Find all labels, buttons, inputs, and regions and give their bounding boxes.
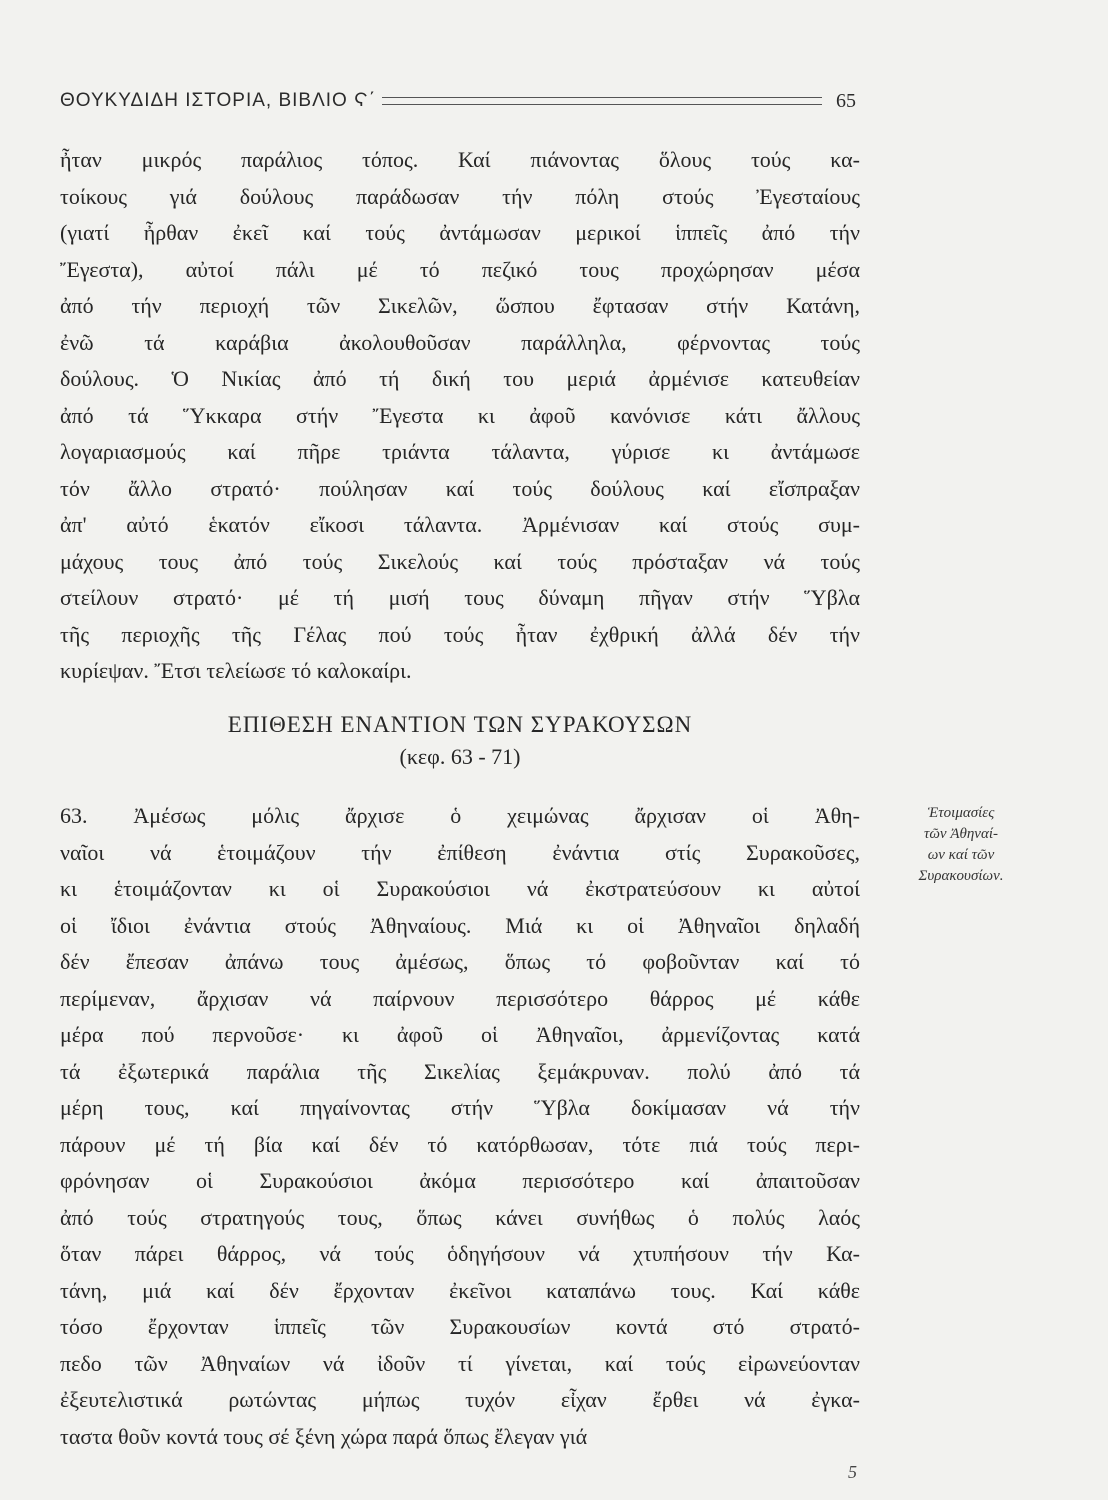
- margin-note-line: Συρακουσίων.: [918, 868, 1004, 884]
- text-line: δέν ἔπεσαν ἀπάνω τους ἀμέσως, ὅπως τό φοβοῦνταν καί τό: [60, 949, 860, 974]
- text-line: κυρίεψαν. Ἔτσι τελείωσε τό καλοκαίρι.: [60, 658, 412, 683]
- text-line: μέρα πού περνοῦσε· κι ἀφοῦ οἱ Ἀθηναῖοι, ἀρμενίζοντας κατά: [60, 1022, 860, 1047]
- page-number: 65: [836, 89, 856, 112]
- text-line: ἀπό τούς στρατηγούς τους, ὅπως κάνει συνήθως ὁ πολύς λαός: [60, 1204, 860, 1230]
- text-line: ναῖοι νά ἑτοιμάζουν τήν ἐπίθεση ἐνάντια στίς Συρακοῦσες,: [60, 839, 860, 865]
- text-line: μέρη τους, καί πηγαίνοντας στήν Ὕβλα δοκίμασαν νά τήν: [60, 1095, 860, 1120]
- margin-note-line: Ἑτοιμασίες: [927, 805, 995, 821]
- text-line: πάρουν μέ τή βία καί δέν τό κατόρθωσαν, τότε πιά τούς περι-: [60, 1131, 860, 1157]
- paragraph-continued: [60, 142, 860, 690]
- text-line: ἀπό τήν περιοχή τῶν Σικελῶν, ὥσπου ἔφτασαν στήν Κατάνη,: [60, 293, 860, 318]
- text-line: τόσο ἔρχονταν ἱππεῖς τῶν Συρακουσίων κοντά στό στρατό-: [60, 1314, 860, 1339]
- text-line: 63. Ἀμέσως μόλις ἄρχισε ὁ χειμώνας ἄρχισαν οἱ Ἀθη-: [60, 803, 860, 828]
- text-line: τοίκους γιά δούλους παράδωσαν τήν πόλη στούς Ἐγεσταίους: [60, 183, 860, 209]
- section-chapter-range: (κεφ. 63 - 71): [399, 744, 521, 769]
- text-line: ἐνῶ τά καράβια ἀκολουθοῦσαν παράλληλα, φέρνοντας τούς: [60, 329, 860, 355]
- text-line: λογαριασμούς καί πῆρε τριάντα τάλαντα, γύρισε κι ἀντάμωσε: [60, 439, 860, 464]
- text-line: ἀπ' αὐτό ἑκατόν εἴκοσι τάλαντα. Ἀρμένισαν καί στούς συμ-: [60, 512, 860, 537]
- signature-mark: 5: [848, 1462, 857, 1482]
- text-line: μάχους τους ἀπό τούς Σικελούς καί τούς πρόσταξαν νά τούς: [60, 548, 860, 574]
- text-line: τόν ἄλλο στρατό· πούλησαν καί τούς δούλους καί εἴσπραξαν: [60, 475, 860, 501]
- running-header: [60, 86, 856, 116]
- text-line: δούλους. Ὁ Νικίας ἀπό τή δική του μεριά ἀρμένισε κατευθείαν: [60, 366, 860, 391]
- text-line: τῆς περιοχῆς τῆς Γέλας πού τούς ἦταν ἐχθρική ἀλλά δέν τήν: [60, 621, 860, 647]
- text-line: ταστα θοῦν κοντά τους σέ ξένη χώρα παρά ὅπως ἔλεγαν γιά: [60, 1423, 588, 1449]
- margin-note-line: τῶν Ἀθηναί-: [923, 826, 999, 842]
- margin-note-line: ων καί τῶν: [927, 847, 995, 863]
- text-line: ἀπό τά Ὕκκαρα στήν Ἔγεστα κι ἀφοῦ κανόνισε κάτι ἄλλους: [60, 402, 860, 428]
- header-double-rule: [382, 97, 822, 105]
- text-line: τά ἐξωτερικά παράλια τῆς Σικελίας ξεμάκρυναν. πολύ ἀπό τά: [60, 1058, 860, 1084]
- text-line: κι ἑτοιμάζονταν κι οἱ Συρακούσιοι νά ἐκστρατεύσουν κι αὐτοί: [60, 876, 860, 901]
- margin-note: [876, 803, 1046, 887]
- text-line: (γιατί ἦρθαν ἐκεῖ καί τούς ἀντάμωσαν μερικοί ἱππεῖς ἀπό τήν: [60, 220, 860, 245]
- text-line: φρόνησαν οἱ Συρακούσιοι ἀκόμα περισσότερο καί ἀπαιτοῦσαν: [60, 1168, 860, 1193]
- running-header-title: ΘΟΥΚΥΔΙΔΗ ΙΣΤΟΡΙΑ, ΒΙΒΛΙΟ Ϛ΄: [60, 90, 377, 111]
- text-line: οἱ ἴδιοι ἐνάντια στούς Ἀθηναίους. Μιά κι οἱ Ἀθηναῖοι δηλαδή: [60, 912, 860, 938]
- text-line: περίμεναν, ἄρχισαν νά παίρνουν περισσότερο θάρρος μέ κάθε: [60, 985, 860, 1011]
- text-line: τάνη, μιά καί δέν ἔρχονταν ἐκεῖνοι καταπάνω τους. Καί κάθε: [60, 1277, 860, 1303]
- paragraph-chapter-63: [60, 798, 860, 1455]
- text-line: ἐξευτελιστικά ρωτώντας μήπως τυχόν εἶχαν ἔρθει νά ἐγκα-: [60, 1387, 860, 1412]
- text-line: ἦταν μικρός παράλιος τόπος. Καί πιάνοντας ὅλους τούς κα-: [60, 147, 860, 172]
- section-heading: ΕΠΙΘΕΣΗ ΕΝΑΝΤΙΟΝ ΤΩΝ ΣΥΡΑΚΟΥΣΩΝ: [227, 712, 693, 737]
- text-line: ὅταν πάρει θάρρος, νά τούς ὁδηγήσουν νά χτυπήσουν τήν Κα-: [60, 1241, 860, 1266]
- text-line: στείλουν στρατό· μέ τή μισή τους δύναμη πῆγαν στήν Ὕβλα: [60, 585, 860, 610]
- text-line: πεδο τῶν Ἀθηναίων νά ἰδοῦν τί γίνεται, καί τούς εἰρωνεύονταν: [60, 1350, 860, 1376]
- text-line: Ἔγεστα), αὐτοί πάλι μέ τό πεζικό τους προχώρησαν μέσα: [60, 256, 860, 282]
